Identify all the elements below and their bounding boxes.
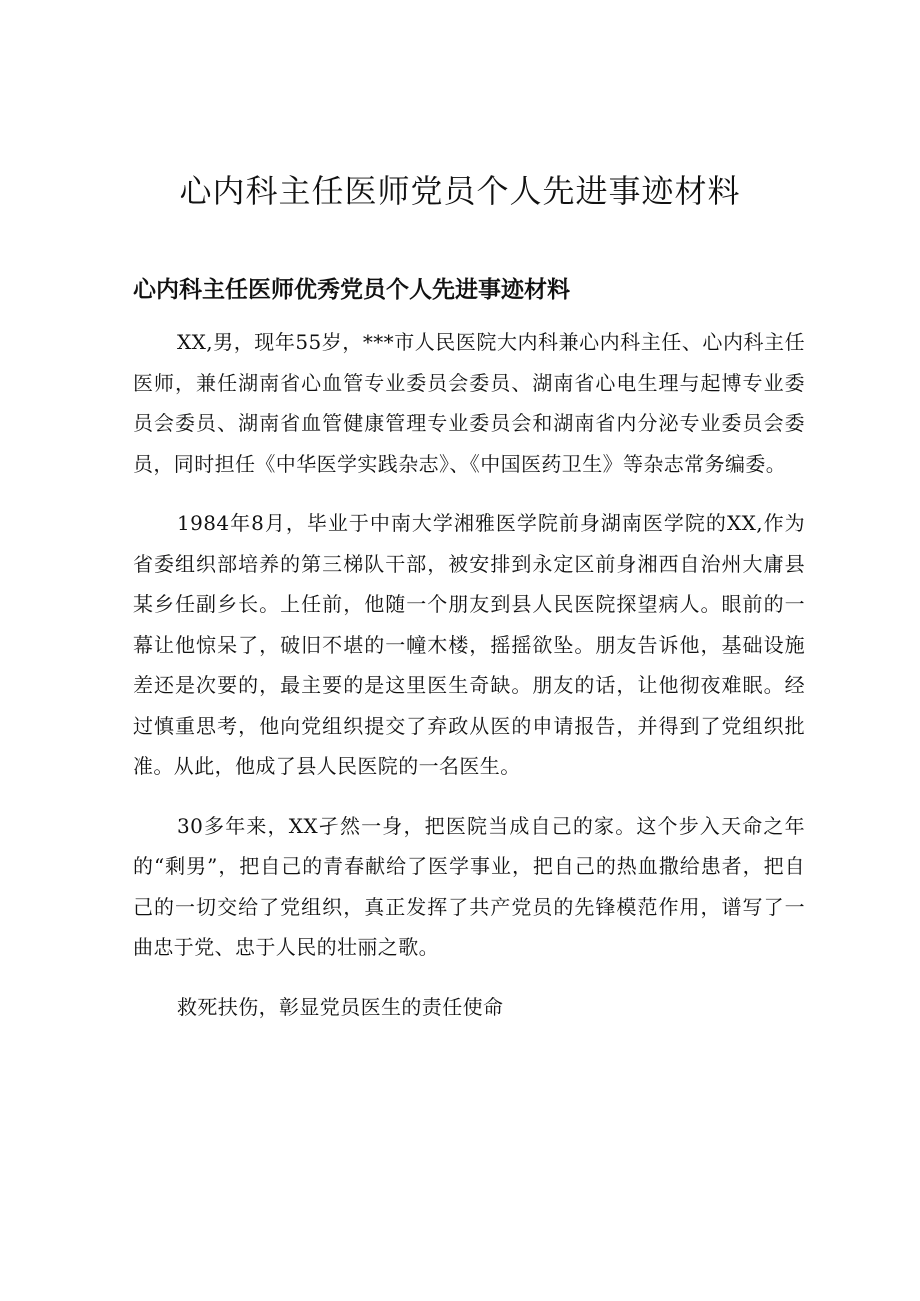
paragraph-section-heading: 救死扶伤，彰显党员医生的责任使命: [177, 994, 504, 1019]
document-title: 心内科主任医师党员个人先进事迹材料: [179, 172, 741, 210]
paragraph-dedication: 30多年来，XX孑然一身，把医院当成自己的家。这个步入天命之年的“剩男”，把自己的青春献给了医学事业，把自己的热血撒给患者，把自己的一切交给了党组织，真正发挥了共产党员的先锋模范作用，谱写了一曲忠于党、忠于人民的壮丽之歌。: [133, 813, 805, 959]
paragraph-intro: XX,男，现年55岁，***市人民医院大内科兼心内科主任、心内科主任医师，兼任湖南省心血管专业委员会委员、湖南省心电生理与起博专业委员会委员、湖南省血管健康管理专业委员会和湖南省内分泌专业委员会委员，同时担任《中华医学实践杂志》、《中国医药卫生》等杂志常务编委。: [133, 330, 805, 476]
paragraph-history: 1984年8月，毕业于中南大学湘雅医学院前身湖南医学院的XX,作为省委组织部培养的第三梯队干部，被安排到永定区前身湘西自治州大庸县某乡任副乡长。上任前，他随一个朋友到县人民医院探望病人。眼前的一幕让他惊呆了，破旧不堪的一幢木楼，摇摇欲坠。朋友告诉他，基础设施差还是次要的，最主要的是这里医生奇缺。朋友的话，让他彻夜难眠。经过慎重思考，他向党组织提交了弃政从医的申请报告，并得到了党组织批准。从此，他成了县人民医院的一名医生。: [133, 511, 805, 778]
document-subtitle: 心内科主任医师优秀党员个人先进事迹材料: [133, 277, 570, 303]
document-body: [133, 322, 805, 1046]
